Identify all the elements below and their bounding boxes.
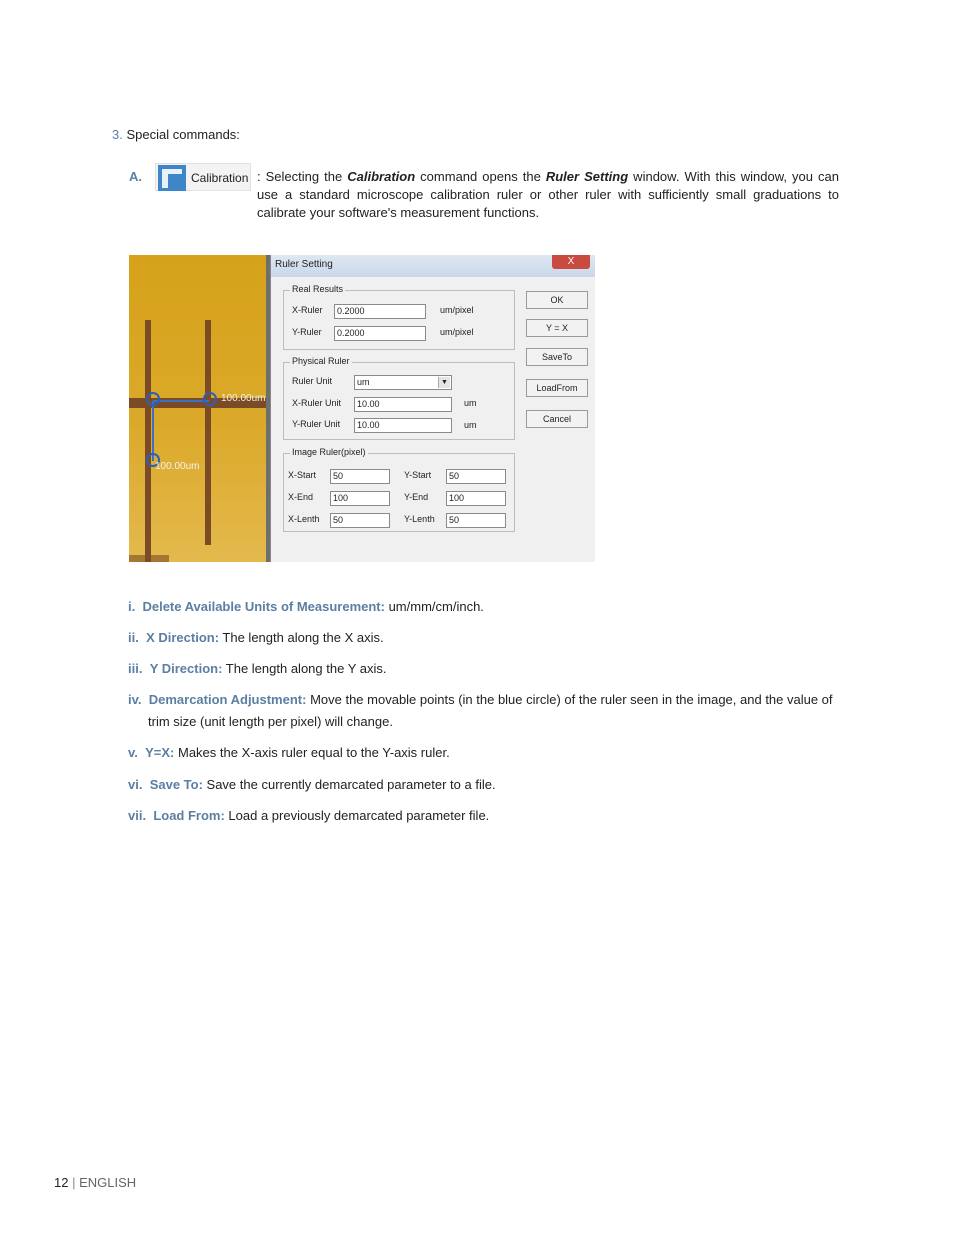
y-length-label: Y-Lenth (404, 514, 435, 524)
list-num: iii. (128, 661, 143, 676)
item-a-letter: A. (129, 169, 142, 184)
x-ruler-result-label: X-Ruler (292, 305, 323, 315)
x-end-label: X-End (288, 492, 314, 502)
list-num: iv. (128, 692, 142, 707)
y-ruler-result-label: Y-Ruler (292, 327, 322, 337)
y-start-label: Y-Start (404, 470, 432, 480)
list-num: i. (128, 599, 136, 614)
list-item (128, 627, 840, 649)
close-icon[interactable]: X (552, 255, 590, 269)
ruler-setting-dialog (270, 255, 595, 562)
list-item (128, 742, 840, 764)
microscope-image (129, 255, 269, 562)
dialog-title: Ruler Setting (275, 259, 333, 270)
page-footer (54, 1175, 136, 1190)
desc-cmd: Calibration (347, 169, 416, 184)
chevron-down-icon[interactable]: ▼ (438, 377, 450, 388)
dialog-titlebar (271, 255, 595, 277)
y-end-label: Y-End (404, 492, 429, 502)
list-item (128, 689, 840, 711)
y-ruler-result-field[interactable]: 0.2000 (334, 326, 426, 341)
ruler-point-origin (146, 392, 160, 406)
x-ruler-result-field[interactable]: 0.2000 (334, 304, 426, 319)
y-ruler-unit-field[interactable]: 10.00 (354, 418, 452, 433)
ruler-unit-value: um (357, 377, 370, 387)
list-text: Makes the X-axis ruler equal to the Y-axis ruler. (174, 745, 450, 760)
physical-ruler-title: Physical Ruler (292, 356, 350, 366)
list-text: The length along the X axis. (219, 630, 384, 645)
list-text: Move the movable points (in the blue circle) of the ruler seen in the image, and the value of (306, 692, 833, 707)
list-item-continuation: trim size (unit length per pixel) will change. (148, 714, 393, 729)
save-to-button[interactable]: SaveTo (526, 348, 588, 366)
y-equals-x-button[interactable]: Y = X (526, 319, 588, 337)
y-ruler-label: 100.00um (155, 461, 200, 472)
list-item (128, 774, 840, 796)
list-term: Demarcation Adjustment: (148, 692, 307, 707)
y-end-field[interactable]: 100 (446, 491, 506, 506)
list-term: Y=X: (145, 745, 175, 760)
ruler-unit-select[interactable] (354, 375, 452, 390)
y-ruler-unit-unit: um (464, 420, 477, 430)
y-length-field[interactable]: 50 (446, 513, 506, 528)
list-term: X Direction: (146, 630, 220, 645)
real-results-group (283, 284, 515, 350)
x-length-field[interactable]: 50 (330, 513, 390, 528)
list-item (128, 596, 840, 618)
list-term: Delete Available Units of Measurement: (142, 599, 385, 614)
list-num: vii. (128, 808, 147, 823)
physical-ruler-group (283, 356, 515, 440)
load-from-button[interactable]: LoadFrom (526, 379, 588, 397)
list-term: Load From: (153, 808, 225, 823)
x-start-label: X-Start (288, 470, 317, 480)
footer-language: ENGLISH (79, 1175, 137, 1190)
section-title: Special commands: (126, 127, 240, 142)
calibration-button-image (155, 163, 251, 191)
y-ruler-unit-label: Y-Ruler Unit (292, 419, 341, 429)
list-text: Save the currently demarcated parameter to a file. (202, 777, 496, 792)
desc-mid: command opens the (415, 169, 546, 184)
list-term: Y Direction: (149, 661, 223, 676)
x-ruler-unit-field[interactable]: 10.00 (354, 397, 452, 412)
x-ruler-unit-label: X-Ruler Unit (292, 398, 342, 408)
image-ruler-title: Image Ruler(pixel) (292, 447, 366, 457)
footer-separator: | (68, 1175, 80, 1190)
section-heading (112, 127, 240, 142)
desc-prefix: : Selecting the (257, 169, 348, 184)
x-ruler-unit-unit: um (464, 398, 477, 408)
list-term: Save To: (149, 777, 203, 792)
desc-rest: window. With this window, you can use a standard microscope calibration ruler or other ruler with sufficiently small graduations to calibrate your software's measurement functions. (257, 169, 839, 220)
desc-window: Ruler Setting (545, 169, 629, 184)
y-start-field[interactable]: 50 (446, 469, 506, 484)
x-ruler-label: 100.00um (221, 393, 266, 404)
page-number: 12 (54, 1175, 69, 1190)
x-end-field[interactable]: 100 (330, 491, 390, 506)
list-text: The length along the Y axis. (222, 661, 387, 676)
ruler-point-x (203, 392, 217, 406)
ruler-setting-screenshot (129, 255, 595, 562)
x-ruler-result-unit: um/pixel (440, 305, 474, 315)
list-num: vi. (128, 777, 143, 792)
section-number: 3. (112, 127, 123, 142)
x-length-label: X-Lenth (288, 514, 320, 524)
ruler-unit-label: Ruler Unit (292, 376, 333, 386)
ruler-icon (158, 165, 186, 191)
list-num: ii. (128, 630, 139, 645)
list-num: v. (128, 745, 138, 760)
image-ruler-group (283, 447, 515, 532)
list-item (128, 805, 840, 827)
list-text: Load a previously demarcated parameter file. (224, 808, 490, 823)
ok-button[interactable]: OK (526, 291, 588, 309)
item-a-description (257, 168, 839, 222)
calibration-button-label: Calibration (191, 171, 249, 185)
y-ruler-result-unit: um/pixel (440, 327, 474, 337)
list-text: um/mm/cm/inch. (384, 599, 484, 614)
real-results-title: Real Results (292, 284, 344, 294)
cancel-button[interactable]: Cancel (526, 410, 588, 428)
x-start-field[interactable]: 50 (330, 469, 390, 484)
list-item (128, 658, 840, 680)
